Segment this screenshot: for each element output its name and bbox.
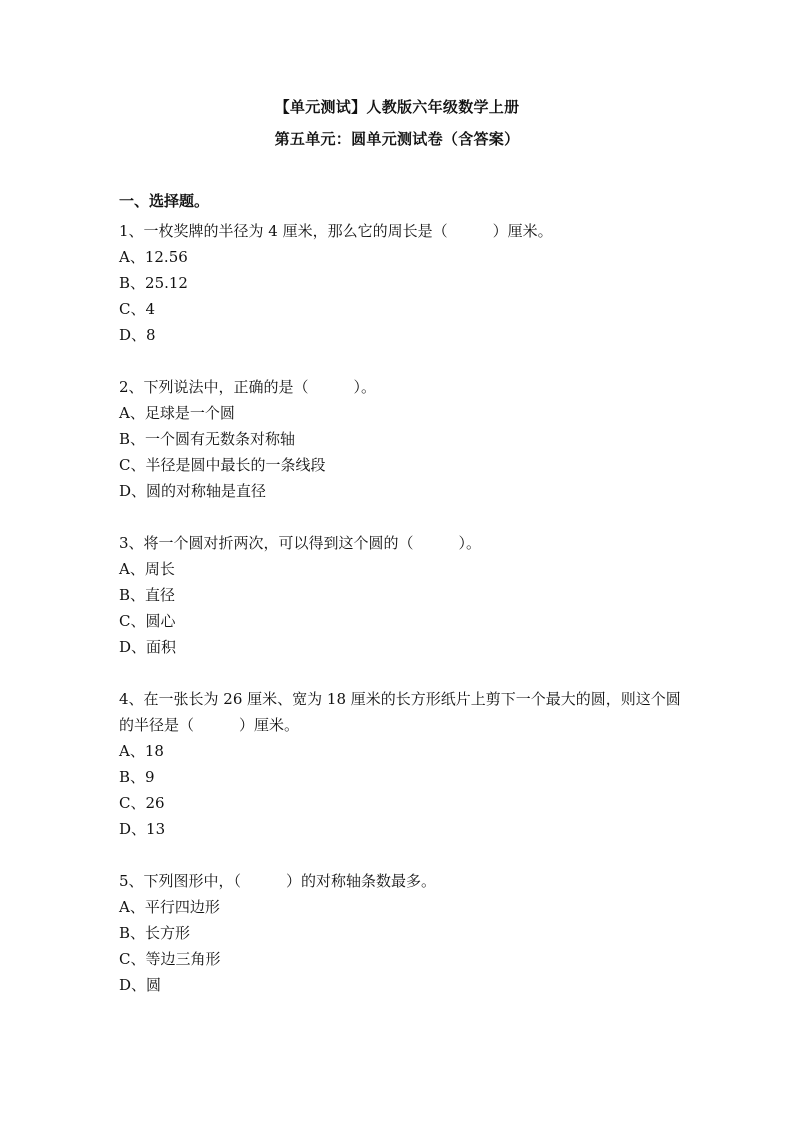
document-body xyxy=(119,188,689,1024)
option-b: B、一个圆有无数条对称轴 xyxy=(119,430,296,448)
question-stem: 3、将一个圆对折两次，可以得到这个圆的（ ）。 xyxy=(119,534,482,552)
option-b: B、长方形 xyxy=(119,924,191,942)
question-stem: 5、下列图形中，（ ）的对称轴条数最多。 xyxy=(119,872,437,890)
section-heading: 一、选择题。 xyxy=(119,192,210,210)
option-c: C、26 xyxy=(119,794,165,812)
option-c: C、4 xyxy=(119,300,156,318)
question-1 xyxy=(119,218,689,348)
question-stem: 1、一枚奖牌的半径为 4 厘米，那么它的周长是（ ）厘米。 xyxy=(119,222,553,240)
question-stem: 4、在一张长为 26 厘米、宽为 18 厘米的长方形纸片上剪下一个最大的圆，则这个圆的半径是（ ）厘米。 xyxy=(119,690,681,734)
option-b: B、9 xyxy=(119,768,155,786)
question-3 xyxy=(119,530,689,660)
option-c: C、等边三角形 xyxy=(119,950,221,968)
option-a: A、18 xyxy=(119,742,164,760)
question-4 xyxy=(119,686,689,842)
option-a: A、12.56 xyxy=(119,248,188,266)
option-d: D、圆 xyxy=(119,976,162,994)
question-2 xyxy=(119,374,689,504)
question-stem: 2、下列说法中，正确的是（ ）。 xyxy=(119,378,377,396)
document-subtitle: 第五单元：圆单元测试卷（含答案） xyxy=(274,130,520,148)
option-b: B、直径 xyxy=(119,586,176,604)
option-d: D、圆的对称轴是直径 xyxy=(119,482,267,500)
option-d: D、8 xyxy=(119,326,156,344)
option-c: C、半径是圆中最长的一条线段 xyxy=(119,456,326,474)
option-d: D、面积 xyxy=(119,638,177,656)
option-d: D、13 xyxy=(119,820,166,838)
option-c: C、圆心 xyxy=(119,612,176,630)
option-b: B、25.12 xyxy=(119,274,188,292)
option-a: A、周长 xyxy=(119,560,175,578)
option-a: A、足球是一个圆 xyxy=(119,404,235,422)
question-5 xyxy=(119,868,689,998)
document-title: 【单元测试】人教版六年级数学上册 xyxy=(274,98,520,116)
option-a: A、平行四边形 xyxy=(119,898,220,916)
